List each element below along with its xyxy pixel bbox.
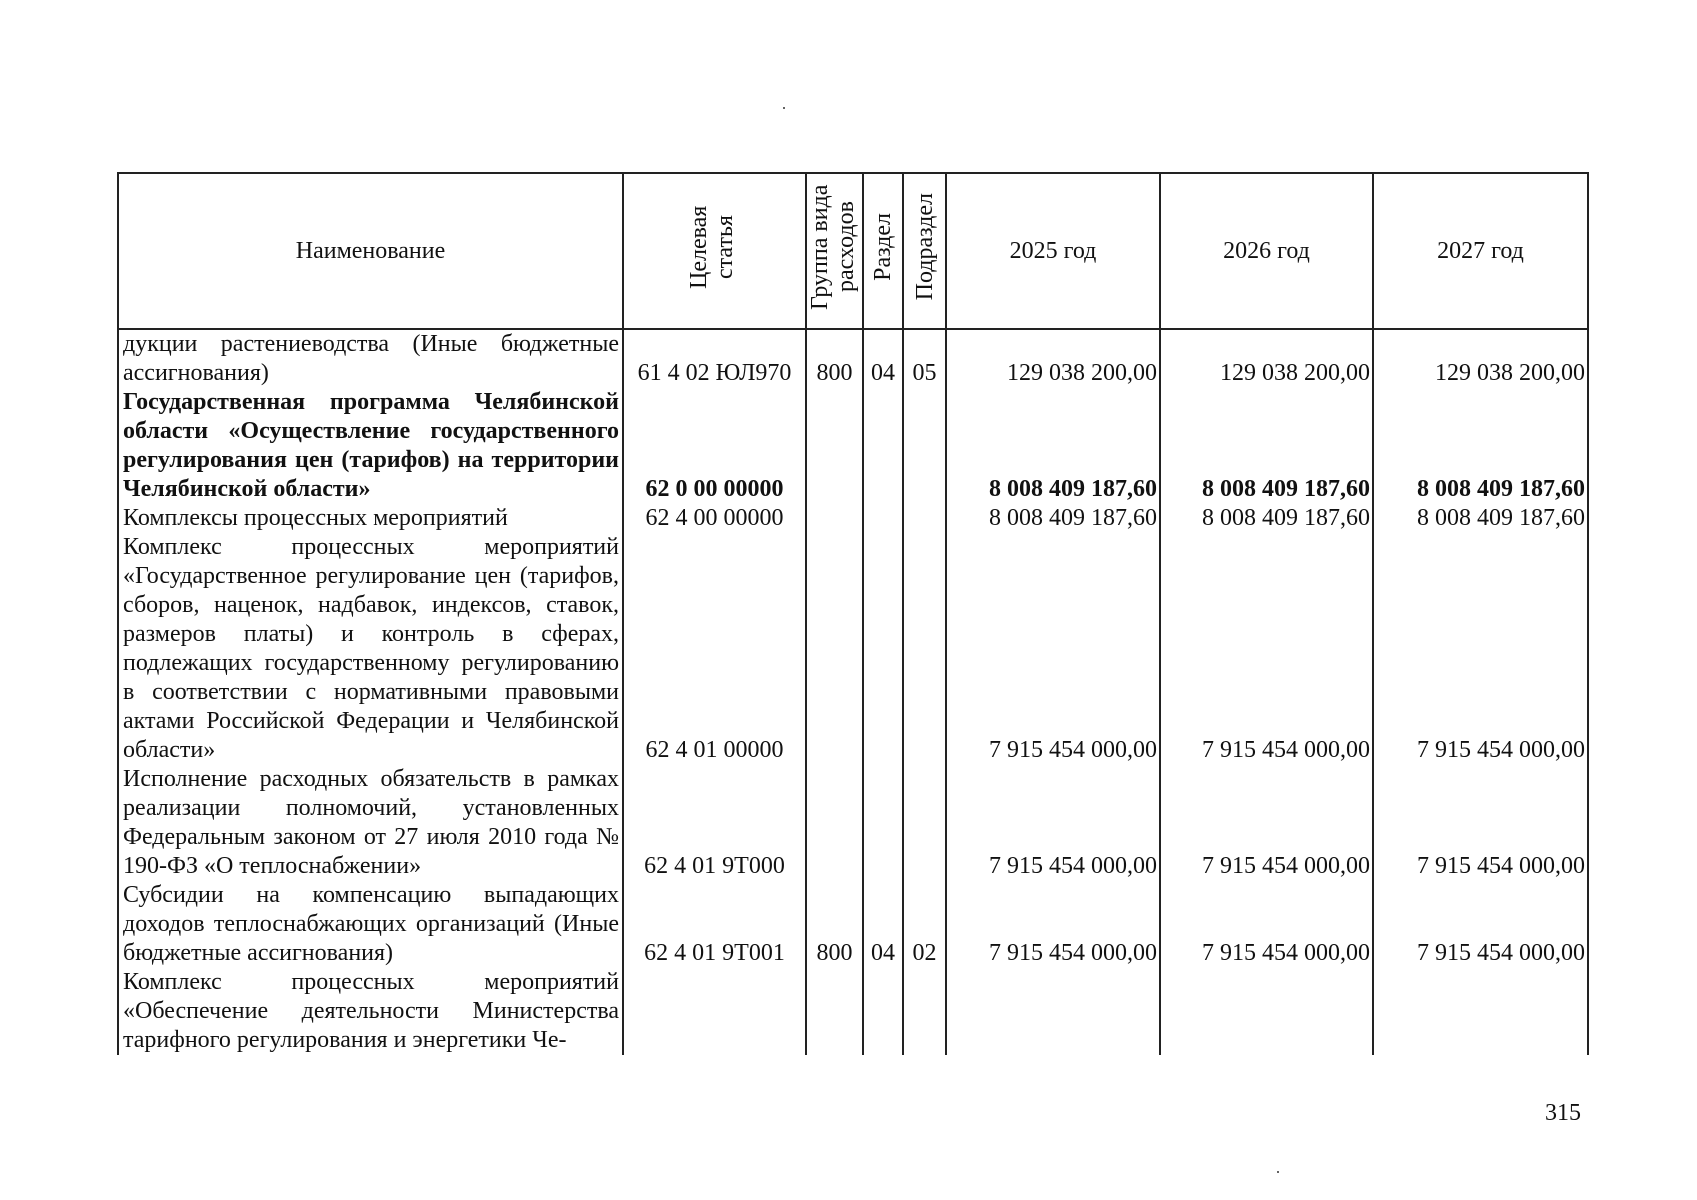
table-row xyxy=(118,881,1588,968)
row-amount-2027: 8 008 409 187,60 xyxy=(1373,504,1588,533)
header-year-2025: 2025 год xyxy=(946,173,1160,329)
row-amount-2027 xyxy=(1373,968,1588,1055)
table-row xyxy=(118,765,1588,881)
budget-table xyxy=(117,172,1589,1055)
row-subsection xyxy=(903,968,946,1055)
row-name: Комплекс процессных мероприятий «Государственное регулирование цен (тарифов, сборов, наценок, надбавок, индексов, ставок, размеров платы) и контроль в сферах, подлежащих государственному регулированию в соответствии с нормативными правовыми актами Российской Федерации и Челябинской области» xyxy=(118,533,623,765)
row-amount-2027: 7 915 454 000,00 xyxy=(1373,881,1588,968)
row-target-code: 62 4 01 00000 xyxy=(623,533,806,765)
row-target-code: 62 4 01 9Т000 xyxy=(623,765,806,881)
row-expense-group xyxy=(806,533,863,765)
row-expense-group xyxy=(806,765,863,881)
row-target-code: 62 4 01 9Т001 xyxy=(623,881,806,968)
row-section xyxy=(863,388,903,504)
row-section: 04 xyxy=(863,881,903,968)
row-amount-2027: 7 915 454 000,00 xyxy=(1373,533,1588,765)
row-amount-2025: 8 008 409 187,60 xyxy=(946,388,1160,504)
header-section: Раздел xyxy=(863,173,903,329)
row-target-code: 62 4 00 00000 xyxy=(623,504,806,533)
row-section xyxy=(863,968,903,1055)
table-row xyxy=(118,504,1588,533)
row-amount-2025 xyxy=(946,968,1160,1055)
row-expense-group xyxy=(806,388,863,504)
row-expense-group xyxy=(806,504,863,533)
table-header-row xyxy=(118,173,1588,329)
header-subsection: Подраздел xyxy=(903,173,946,329)
row-amount-2025: 129 038 200,00 xyxy=(946,329,1160,388)
row-amount-2027: 8 008 409 187,60 xyxy=(1373,388,1588,504)
row-amount-2025: 7 915 454 000,00 xyxy=(946,881,1160,968)
header-name: Наименование xyxy=(118,173,623,329)
row-expense-group: 800 xyxy=(806,881,863,968)
header-expense-group: Группа вида расходов xyxy=(806,173,863,329)
row-amount-2026 xyxy=(1160,968,1373,1055)
row-target-code: 61 4 02 ЮЛ970 xyxy=(623,329,806,388)
row-amount-2026: 8 008 409 187,60 xyxy=(1160,504,1373,533)
row-subsection xyxy=(903,388,946,504)
header-target-article: Целевая статья xyxy=(623,173,806,329)
header-year-2026: 2026 год xyxy=(1160,173,1373,329)
table-row xyxy=(118,533,1588,765)
row-expense-group xyxy=(806,968,863,1055)
scan-speck xyxy=(783,107,785,109)
table-row xyxy=(118,968,1588,1055)
row-amount-2026: 7 915 454 000,00 xyxy=(1160,881,1373,968)
row-amount-2025: 8 008 409 187,60 xyxy=(946,504,1160,533)
row-amount-2026: 129 038 200,00 xyxy=(1160,329,1373,388)
row-amount-2025: 7 915 454 000,00 xyxy=(946,765,1160,881)
row-name: Государственная программа Челябинской области «Осуществление государственного регулирования цен (тарифов) на территории Челябинской области» xyxy=(118,388,623,504)
row-section: 04 xyxy=(863,329,903,388)
row-subsection xyxy=(903,533,946,765)
row-section xyxy=(863,504,903,533)
row-name: Комплекс процессных мероприятий «Обеспечение деятельности Министерства тарифного регулирования и энергетики Че- xyxy=(118,968,623,1055)
row-name: дукции растениеводства (Иные бюджетные ассигнования) xyxy=(118,329,623,388)
table-row xyxy=(118,329,1588,388)
row-section xyxy=(863,533,903,765)
header-year-2027: 2027 год xyxy=(1373,173,1588,329)
table-row-program xyxy=(118,388,1588,504)
row-subsection: 05 xyxy=(903,329,946,388)
row-expense-group: 800 xyxy=(806,329,863,388)
row-name: Комплексы процессных мероприятий xyxy=(118,504,623,533)
page-number: 315 xyxy=(1545,1100,1581,1126)
row-subsection: 02 xyxy=(903,881,946,968)
row-name: Исполнение расходных обязательств в рамках реализации полномочий, установленных Федеральным законом от 27 июля 2010 года № 190-ФЗ «О теплоснабжении» xyxy=(118,765,623,881)
row-amount-2027: 129 038 200,00 xyxy=(1373,329,1588,388)
row-amount-2025: 7 915 454 000,00 xyxy=(946,533,1160,765)
row-target-code: 62 0 00 00000 xyxy=(623,388,806,504)
row-amount-2027: 7 915 454 000,00 xyxy=(1373,765,1588,881)
row-name: Субсидии на компенсацию выпадающих доходов теплоснабжающих организаций (Иные бюджетные ассигнования) xyxy=(118,881,623,968)
scan-speck xyxy=(1277,1171,1279,1173)
row-target-code xyxy=(623,968,806,1055)
row-subsection xyxy=(903,504,946,533)
row-amount-2026: 7 915 454 000,00 xyxy=(1160,765,1373,881)
row-amount-2026: 8 008 409 187,60 xyxy=(1160,388,1373,504)
row-amount-2026: 7 915 454 000,00 xyxy=(1160,533,1373,765)
row-section xyxy=(863,765,903,881)
row-subsection xyxy=(903,765,946,881)
